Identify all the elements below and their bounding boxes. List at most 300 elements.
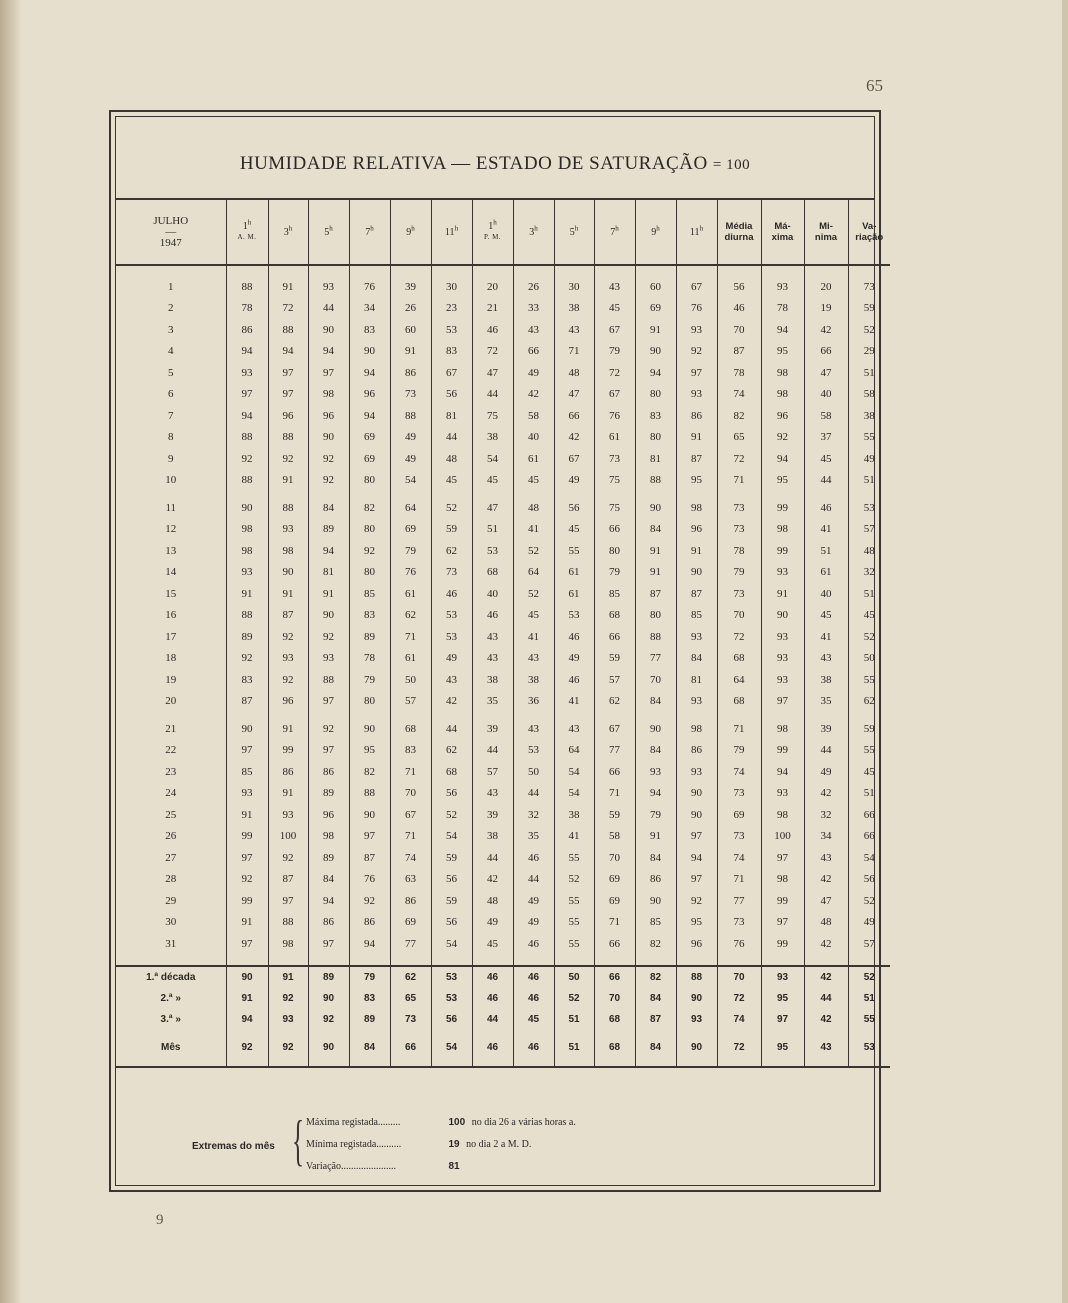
value-cell: 62 xyxy=(594,691,635,713)
value-cell: 82 xyxy=(349,761,390,783)
value-cell: 87 xyxy=(349,847,390,869)
hour-value: 9 xyxy=(406,226,412,238)
value-cell: 51 xyxy=(554,1030,594,1067)
hour-value: 5 xyxy=(569,226,575,238)
value-cell: 85 xyxy=(226,761,268,783)
value-cell: 76 xyxy=(717,933,761,955)
value-cell: 71 xyxy=(554,341,594,363)
value-cell: 97 xyxy=(761,912,804,934)
value-cell: 73 xyxy=(390,1009,431,1030)
hour-header-7 xyxy=(472,200,513,265)
value-cell: 55 xyxy=(554,933,594,955)
value-cell: 59 xyxy=(431,890,472,912)
value-cell: 88 xyxy=(226,427,268,449)
value-cell: 71 xyxy=(594,912,635,934)
value-cell: 52 xyxy=(848,319,890,341)
value-cell: 82 xyxy=(635,933,676,955)
spacer-cell xyxy=(116,265,226,276)
hour-period: P. M. xyxy=(483,233,502,241)
spacer-cell xyxy=(308,955,349,966)
value-cell: 66 xyxy=(513,341,554,363)
value-cell: 97 xyxy=(268,362,308,384)
value-cell: 71 xyxy=(717,869,761,891)
value-cell: 44 xyxy=(472,384,513,406)
value-cell: 43 xyxy=(804,648,848,670)
day-row xyxy=(116,869,890,891)
value-cell: 71 xyxy=(594,783,635,805)
value-cell: 42 xyxy=(472,869,513,891)
value-cell: 82 xyxy=(717,405,761,427)
day-row xyxy=(116,718,890,740)
value-cell: 52 xyxy=(848,966,890,988)
value-cell: 94 xyxy=(226,405,268,427)
value-cell: 80 xyxy=(349,470,390,492)
value-cell: 40 xyxy=(513,427,554,449)
value-cell: 42 xyxy=(804,1009,848,1030)
value-cell: 96 xyxy=(268,405,308,427)
value-cell: 92 xyxy=(268,847,308,869)
value-cell: 56 xyxy=(431,869,472,891)
value-cell: 89 xyxy=(349,626,390,648)
title-saturation: = 100 xyxy=(712,157,751,173)
value-cell: 51 xyxy=(848,362,890,384)
value-cell: 80 xyxy=(635,427,676,449)
value-cell: 93 xyxy=(226,783,268,805)
value-cell: 67 xyxy=(390,804,431,826)
value-cell: 71 xyxy=(717,718,761,740)
value-cell: 91 xyxy=(268,470,308,492)
value-cell: 79 xyxy=(717,740,761,762)
value-cell: 88 xyxy=(268,912,308,934)
spacer-cell xyxy=(390,265,431,276)
value-cell: 70 xyxy=(635,669,676,691)
value-cell: 38 xyxy=(472,826,513,848)
value-cell: 76 xyxy=(676,298,717,320)
spacer-cell xyxy=(513,265,554,276)
value-cell: 88 xyxy=(635,470,676,492)
value-cell: 90 xyxy=(308,1030,349,1067)
day-row xyxy=(116,890,890,912)
value-cell: 48 xyxy=(513,497,554,519)
value-cell: 59 xyxy=(431,519,472,541)
day-row xyxy=(116,384,890,406)
value-cell: 90 xyxy=(349,341,390,363)
value-cell: 56 xyxy=(431,912,472,934)
hour-suffix: h xyxy=(615,224,619,233)
page-right-edge xyxy=(1062,0,1068,1303)
value-cell: 44 xyxy=(431,427,472,449)
value-cell: 76 xyxy=(390,562,431,584)
value-cell: 49 xyxy=(554,470,594,492)
hour-value: 3 xyxy=(529,226,535,238)
value-cell: 78 xyxy=(349,648,390,670)
value-cell: 44 xyxy=(804,470,848,492)
value-cell: 93 xyxy=(676,691,717,713)
value-cell: 96 xyxy=(308,405,349,427)
value-cell: 92 xyxy=(268,669,308,691)
value-cell: 100 xyxy=(761,826,804,848)
value-cell: 46 xyxy=(804,497,848,519)
spacer-cell xyxy=(268,955,308,966)
value-cell: 90 xyxy=(676,988,717,1009)
table-body xyxy=(116,200,890,1067)
day-row xyxy=(116,470,890,492)
value-cell: 54 xyxy=(390,470,431,492)
value-cell: 46 xyxy=(472,966,513,988)
value-cell: 44 xyxy=(308,298,349,320)
value-cell: 91 xyxy=(635,319,676,341)
spacer-cell xyxy=(308,265,349,276)
value-cell: 84 xyxy=(635,740,676,762)
day-row xyxy=(116,826,890,848)
day-row xyxy=(116,912,890,934)
value-cell: 61 xyxy=(594,427,635,449)
value-cell: 94 xyxy=(676,847,717,869)
day-row xyxy=(116,497,890,519)
value-cell: 72 xyxy=(594,362,635,384)
value-cell: 68 xyxy=(390,718,431,740)
hour-period: A. M. xyxy=(237,233,257,241)
value-cell: 43 xyxy=(594,276,635,298)
value-cell: 95 xyxy=(761,1030,804,1067)
value-cell: 44 xyxy=(472,740,513,762)
value-cell: 37 xyxy=(804,427,848,449)
value-cell: 92 xyxy=(268,626,308,648)
value-cell: 68 xyxy=(717,691,761,713)
value-cell: 52 xyxy=(513,540,554,562)
spacer-cell xyxy=(717,265,761,276)
value-cell: 26 xyxy=(390,298,431,320)
spacer-cell xyxy=(676,265,717,276)
hour-suffix: h xyxy=(534,224,538,233)
value-cell: 45 xyxy=(594,298,635,320)
value-cell: 69 xyxy=(594,869,635,891)
value-cell: 49 xyxy=(513,362,554,384)
value-cell: 43 xyxy=(472,626,513,648)
value-cell: 34 xyxy=(804,826,848,848)
row-label: 6 xyxy=(168,388,174,401)
maxima-header-line: xima xyxy=(771,232,794,243)
value-cell: 91 xyxy=(268,276,308,298)
value-cell: 94 xyxy=(761,319,804,341)
value-cell: 45 xyxy=(848,761,890,783)
hour-suffix: h xyxy=(699,224,704,233)
value-cell: 93 xyxy=(635,761,676,783)
spacer-cell xyxy=(804,955,848,966)
value-cell: 55 xyxy=(554,890,594,912)
value-cell: 98 xyxy=(761,519,804,541)
spacer-cell xyxy=(472,955,513,966)
value-cell: 86 xyxy=(308,912,349,934)
value-cell: 65 xyxy=(390,988,431,1009)
value-cell: 91 xyxy=(268,783,308,805)
value-cell: 86 xyxy=(226,319,268,341)
value-cell: 42 xyxy=(804,966,848,988)
extreme-var-row xyxy=(306,1161,464,1172)
row-label: 17 xyxy=(165,630,177,643)
value-cell: 90 xyxy=(226,497,268,519)
value-cell: 87 xyxy=(717,341,761,363)
value-cell: 72 xyxy=(717,448,761,470)
row-label: 9 xyxy=(168,452,174,465)
value-cell: 46 xyxy=(513,1030,554,1067)
value-cell: 84 xyxy=(635,988,676,1009)
decade-summary-row xyxy=(116,1009,890,1030)
value-cell: 92 xyxy=(268,988,308,1009)
row-label: 30 xyxy=(165,916,177,929)
day-row xyxy=(116,740,890,762)
value-cell: 91 xyxy=(226,988,268,1009)
extreme-max-label: Máxima registada......... xyxy=(306,1117,401,1128)
value-cell: 87 xyxy=(268,869,308,891)
value-cell: 32 xyxy=(513,804,554,826)
value-cell: 91 xyxy=(226,912,268,934)
value-cell: 59 xyxy=(594,804,635,826)
value-cell: 94 xyxy=(635,362,676,384)
spacer-cell xyxy=(513,955,554,966)
value-cell: 72 xyxy=(717,626,761,648)
value-cell: 69 xyxy=(390,519,431,541)
value-cell: 88 xyxy=(226,470,268,492)
day-row xyxy=(116,540,890,562)
value-cell: 92 xyxy=(226,448,268,470)
value-cell: 51 xyxy=(472,519,513,541)
value-cell: 61 xyxy=(390,583,431,605)
decade-summary-row xyxy=(116,988,890,1009)
row-label: 31 xyxy=(165,937,177,950)
value-cell: 45 xyxy=(513,605,554,627)
value-cell: 70 xyxy=(717,319,761,341)
value-cell: 94 xyxy=(268,341,308,363)
value-cell: 98 xyxy=(676,497,717,519)
value-cell: 57 xyxy=(848,519,890,541)
minima-header-line: nima xyxy=(814,232,838,243)
value-cell: 46 xyxy=(554,626,594,648)
value-cell: 66 xyxy=(594,519,635,541)
value-cell: 68 xyxy=(594,605,635,627)
value-cell: 77 xyxy=(635,648,676,670)
value-cell: 98 xyxy=(761,718,804,740)
value-cell: 48 xyxy=(472,890,513,912)
value-cell: 93 xyxy=(761,648,804,670)
value-cell: 100 xyxy=(268,826,308,848)
value-cell: 42 xyxy=(554,427,594,449)
value-cell: 62 xyxy=(390,605,431,627)
row-label: 13 xyxy=(165,544,177,557)
value-cell: 53 xyxy=(431,319,472,341)
value-cell: 91 xyxy=(268,966,308,988)
value-cell: 39 xyxy=(390,276,431,298)
value-cell: 62 xyxy=(848,691,890,713)
row-label: 15 xyxy=(165,587,177,600)
day-row xyxy=(116,448,890,470)
variacao-header-line: Va- xyxy=(862,221,877,232)
value-cell: 62 xyxy=(431,540,472,562)
hour-header-5 xyxy=(390,200,431,265)
value-cell: 93 xyxy=(308,648,349,670)
value-cell: 59 xyxy=(848,298,890,320)
page-number: 65 xyxy=(866,76,883,95)
extreme-min-note: no dia 2 a M. D. xyxy=(466,1139,532,1150)
variacao-header xyxy=(848,200,890,265)
value-cell: 87 xyxy=(676,448,717,470)
value-cell: 90 xyxy=(676,783,717,805)
value-cell: 91 xyxy=(761,583,804,605)
value-cell: 43 xyxy=(472,648,513,670)
hour-value: 9 xyxy=(651,226,657,238)
value-cell: 77 xyxy=(717,890,761,912)
row-label: 24 xyxy=(165,787,177,800)
value-cell: 97 xyxy=(676,869,717,891)
month-dash: — xyxy=(165,225,177,238)
value-cell: 80 xyxy=(635,605,676,627)
value-cell: 57 xyxy=(594,669,635,691)
value-cell: 19 xyxy=(804,298,848,320)
day-row xyxy=(116,583,890,605)
year-label: 1947 xyxy=(159,236,182,249)
value-cell: 84 xyxy=(635,847,676,869)
value-cell: 20 xyxy=(804,276,848,298)
value-cell: 90 xyxy=(226,718,268,740)
value-cell: 97 xyxy=(676,362,717,384)
value-cell: 88 xyxy=(308,669,349,691)
row-label: 3 xyxy=(168,323,174,336)
value-cell: 74 xyxy=(717,1009,761,1030)
value-cell: 45 xyxy=(431,470,472,492)
value-cell: 39 xyxy=(804,718,848,740)
value-cell: 79 xyxy=(349,669,390,691)
row-label: 12 xyxy=(165,523,177,536)
value-cell: 87 xyxy=(635,1009,676,1030)
maxima-header-line: Má- xyxy=(774,221,791,232)
value-cell: 92 xyxy=(268,1030,308,1067)
value-cell: 93 xyxy=(268,519,308,541)
value-cell: 66 xyxy=(594,626,635,648)
value-cell: 89 xyxy=(308,519,349,541)
value-cell: 89 xyxy=(349,1009,390,1030)
value-cell: 43 xyxy=(472,783,513,805)
spacer-cell xyxy=(472,265,513,276)
value-cell: 57 xyxy=(390,691,431,713)
value-cell: 49 xyxy=(554,648,594,670)
value-cell: 45 xyxy=(804,605,848,627)
value-cell: 73 xyxy=(717,583,761,605)
value-cell: 94 xyxy=(349,362,390,384)
value-cell: 66 xyxy=(554,405,594,427)
value-cell: 98 xyxy=(761,384,804,406)
value-cell: 92 xyxy=(308,626,349,648)
value-cell: 71 xyxy=(390,626,431,648)
value-cell: 44 xyxy=(472,847,513,869)
value-cell: 68 xyxy=(472,562,513,584)
value-cell: 52 xyxy=(848,626,890,648)
value-cell: 58 xyxy=(804,405,848,427)
value-cell: 41 xyxy=(513,519,554,541)
spacer-cell xyxy=(717,955,761,966)
value-cell: 84 xyxy=(635,691,676,713)
row-label: 21 xyxy=(165,722,177,735)
value-cell: 91 xyxy=(676,427,717,449)
value-cell: 86 xyxy=(635,869,676,891)
value-cell: 54 xyxy=(554,783,594,805)
row-label: 20 xyxy=(165,695,177,708)
value-cell: 97 xyxy=(308,740,349,762)
value-cell: 92 xyxy=(676,890,717,912)
value-cell: 29 xyxy=(848,341,890,363)
value-cell: 46 xyxy=(431,583,472,605)
value-cell: 55 xyxy=(554,847,594,869)
value-cell: 46 xyxy=(554,669,594,691)
value-cell: 89 xyxy=(308,966,349,988)
day-row xyxy=(116,362,890,384)
value-cell: 93 xyxy=(761,966,804,988)
row-label: 29 xyxy=(165,894,177,907)
value-cell: 72 xyxy=(472,341,513,363)
value-cell: 47 xyxy=(554,384,594,406)
value-cell: 59 xyxy=(594,648,635,670)
value-cell: 55 xyxy=(848,427,890,449)
value-cell: 61 xyxy=(804,562,848,584)
value-cell: 89 xyxy=(226,626,268,648)
value-cell: 99 xyxy=(226,826,268,848)
value-cell: 53 xyxy=(431,966,472,988)
value-cell: 73 xyxy=(390,384,431,406)
decade-summary-row xyxy=(116,966,890,988)
media-header-line: diurna xyxy=(724,232,754,243)
row-label: 18 xyxy=(165,652,177,665)
value-cell: 44 xyxy=(513,869,554,891)
value-cell: 42 xyxy=(804,319,848,341)
value-cell: 45 xyxy=(472,933,513,955)
value-cell: 66 xyxy=(594,761,635,783)
spacer-cell xyxy=(761,955,804,966)
value-cell: 95 xyxy=(349,740,390,762)
value-cell: 62 xyxy=(390,966,431,988)
value-cell: 86 xyxy=(390,362,431,384)
value-cell: 55 xyxy=(848,1009,890,1030)
value-cell: 86 xyxy=(390,890,431,912)
day-row xyxy=(116,276,890,298)
value-cell: 95 xyxy=(676,470,717,492)
value-cell: 52 xyxy=(513,583,554,605)
extreme-var-label: Variação...................... xyxy=(306,1161,396,1172)
value-cell: 89 xyxy=(308,847,349,869)
value-cell: 95 xyxy=(761,341,804,363)
maxima-header xyxy=(761,200,804,265)
value-cell: 48 xyxy=(848,540,890,562)
value-cell: 83 xyxy=(390,740,431,762)
value-cell: 91 xyxy=(226,583,268,605)
value-cell: 33 xyxy=(513,298,554,320)
hour-header-1 xyxy=(226,200,268,265)
hour-value: 5 xyxy=(324,226,330,238)
hour-header-11 xyxy=(635,200,676,265)
value-cell: 58 xyxy=(848,384,890,406)
hour-suffix: h xyxy=(574,224,579,233)
value-cell: 43 xyxy=(804,847,848,869)
value-cell: 45 xyxy=(804,448,848,470)
value-cell: 90 xyxy=(635,718,676,740)
value-cell: 67 xyxy=(554,448,594,470)
value-cell: 45 xyxy=(513,1009,554,1030)
value-cell: 98 xyxy=(676,718,717,740)
value-cell: 86 xyxy=(268,761,308,783)
value-cell: 97 xyxy=(308,691,349,713)
value-cell: 83 xyxy=(226,669,268,691)
value-cell: 60 xyxy=(635,276,676,298)
extreme-min-value: 19 xyxy=(448,1139,460,1150)
value-cell: 93 xyxy=(226,562,268,584)
